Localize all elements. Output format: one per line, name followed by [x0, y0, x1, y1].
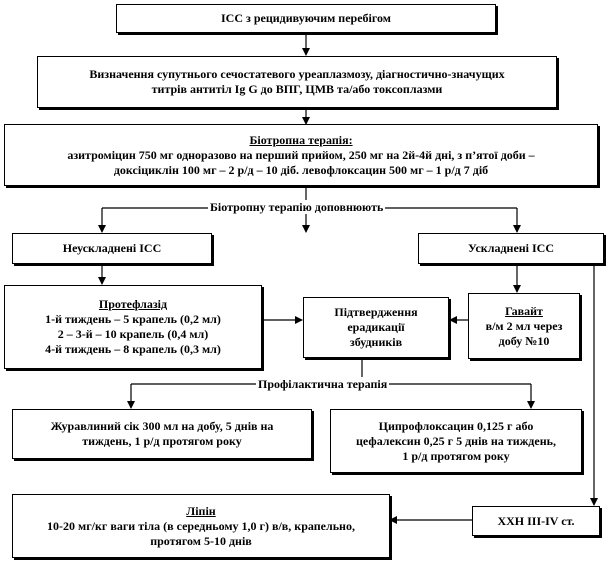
box-cranberry-line-1: Журавлиний сік 300 мл на добу, 5 днів на: [50, 419, 274, 433]
box-confirm-line-2: ерадикації: [347, 320, 405, 334]
box-cipro-line-1: Ципрофлоксацин 0,125 г або: [378, 418, 534, 433]
box-cipro-line-2: цефалексин 0,25 г 5 днів на тиждень,: [356, 433, 556, 448]
box-biotropic-line-2: доксіциклін 100 мг – 2 р/д – 10 діб. левофлоксацин 500 мг – 1 р/д 7 діб: [113, 162, 489, 177]
box-biotropic-line-1: азитроміцин 750 мг одноразово на перший прийом, 250 мг на 2й-4й дні, з п’ятої доби –: [67, 147, 535, 162]
box-recurrent-uti-text: ІСС з рецидивуючим перебігом: [221, 11, 391, 25]
box-confirm-line-3: збудників: [349, 335, 403, 349]
box-proteflazid-line-3: 4-й тиждень – 8 крапель (0,3 мл): [45, 342, 221, 356]
box-eradication-confirmation: [303, 297, 449, 358]
box-gavait: [468, 293, 580, 359]
box-determination-line-1: Визначення супутнього сечостатевого уреаплазмозу, діагностично-значущих: [89, 67, 505, 81]
box-recurrent-uti: [116, 4, 496, 33]
box-cranberry-line-2: тиждень, 1 р/д протягом року: [82, 434, 242, 448]
box-uncomplicated: [12, 233, 212, 264]
box-confirm-line-1: Підтвердження: [334, 305, 418, 319]
box-gavait-line-2: добу №10: [498, 333, 550, 348]
box-complicated: [418, 233, 604, 264]
box-proteflazid: [4, 285, 262, 369]
box-lipin-line-2: протягом 5-10 днів: [150, 533, 252, 548]
box-gavait-line-1: в/м 2 мл через: [485, 318, 563, 333]
label-prophylactic-therapy: Профілактична терапія: [258, 377, 388, 391]
box-proteflazid-line-1: 1-й тиждень – 5 крапель (0,2 мл): [45, 312, 221, 326]
box-lipin: [12, 494, 390, 558]
box-proteflazid-line-2: 2 – 3-й – 10 крапель (0,4 мл): [57, 327, 209, 341]
box-cranberry-juice: [12, 409, 312, 459]
box-biotropic-title: Біотропна терапія:: [249, 132, 353, 147]
box-determination-line-2: титрів антитіл Ig G до ВПГ, ЦМВ та/або токсоплазми: [151, 82, 443, 96]
label-biotropic-supplement: Біотропну терапію доповнюють: [210, 200, 384, 214]
box-ckd-stage: [472, 506, 600, 536]
box-complicated-text: Ускладнені ІСС: [467, 241, 555, 255]
box-lipin-line-1: 10-20 мг/кг ваги тіла (в середньому 1,0 г) в/в, крапельно,: [47, 518, 355, 533]
box-ciprofloxacin: [330, 409, 582, 473]
box-cipro-line-3: 1 р/д протягом року: [402, 448, 510, 463]
box-biotropic-therapy: [4, 124, 598, 186]
box-uncomplicated-text: Неускладнені ІСС: [62, 241, 162, 255]
box-ckd-text: ХХН ІІІ-IV ст.: [497, 513, 575, 528]
box-gavait-title: Гавайт: [505, 303, 543, 318]
box-lipin-title: Ліпін: [186, 503, 216, 518]
box-proteflazid-title: Протефлазід: [98, 297, 168, 311]
box-determination: [37, 56, 557, 108]
